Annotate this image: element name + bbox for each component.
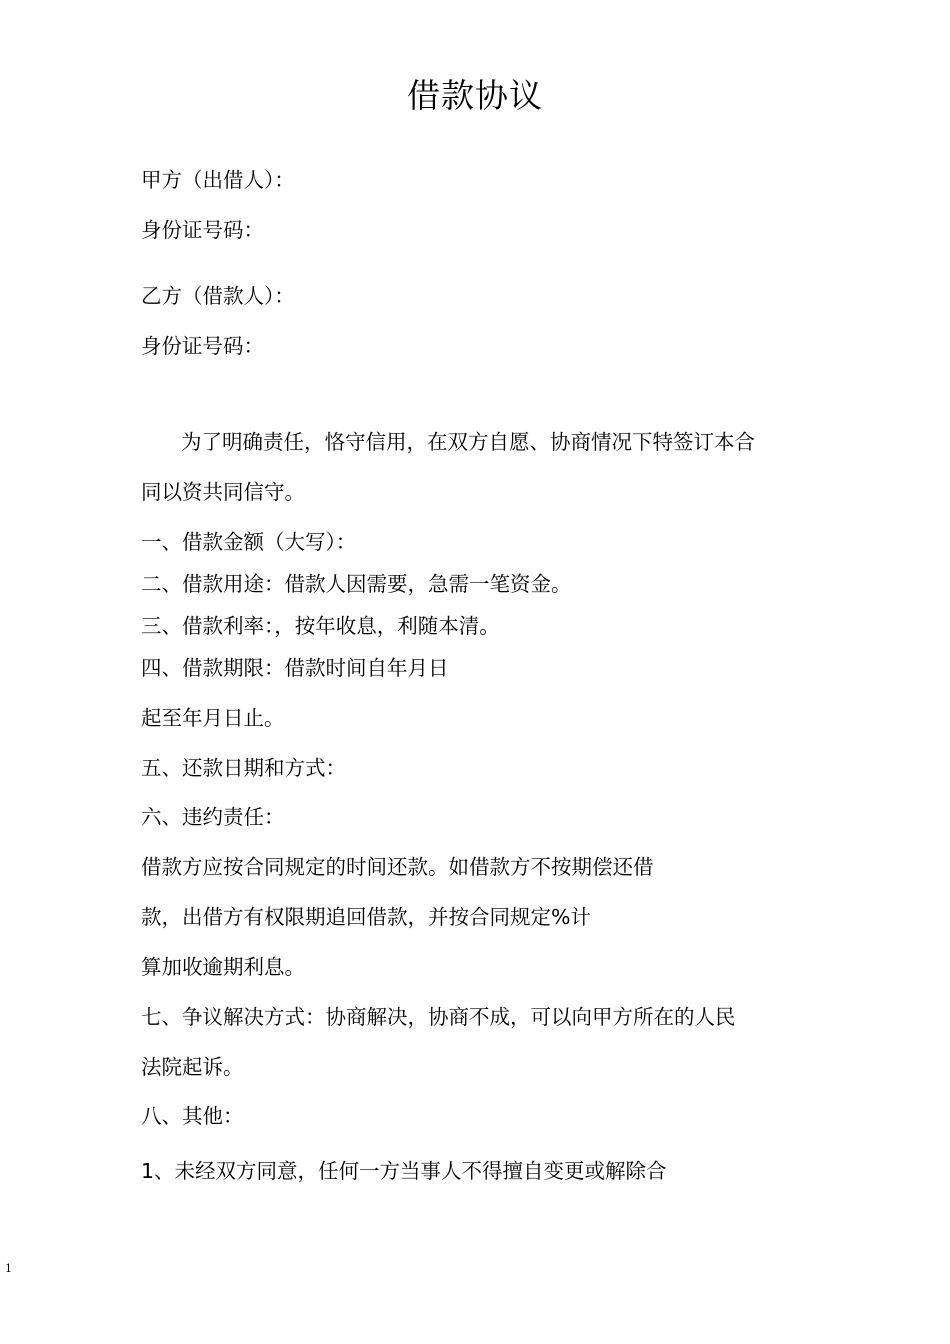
- clause-line: 三、借款利率：，按年收息，利随本清。: [141, 614, 500, 638]
- clause-line: 借款方应按合同规定的时间还款。如借款方不按期偿还借: [141, 855, 654, 879]
- party-b-id-label: 身份证号码：: [141, 334, 264, 358]
- party-b-label: 乙方（借款人）：: [141, 284, 295, 308]
- clause-line: 七、争议解决方式：协商解决，协商不成，可以向甲方所在的人民: [141, 1005, 736, 1029]
- clause-line: 一、借款金额（大写）：: [141, 530, 357, 554]
- clause-line: 二、借款用途：借款人因需要，急需一笔资金。: [141, 572, 572, 596]
- preamble-line: 为了明确责任，恪守信用，在双方自愿、协商情况下特签订本合: [181, 430, 755, 454]
- clause-line: 四、借款期限：借款时间自年月日: [141, 656, 449, 680]
- party-a-label: 甲方（出借人）：: [141, 168, 295, 192]
- document-title: 借款协议: [407, 76, 543, 115]
- clause-line: 款，出借方有权限期追回借款，并按合同规定%计: [141, 905, 591, 929]
- preamble-line: 同以资共同信守。: [141, 480, 305, 504]
- clause-line: 六、违约责任：: [141, 805, 285, 829]
- clause-line: 1、未经双方同意，任何一方当事人不得擅自变更或解除合: [141, 1159, 667, 1183]
- clause-line: 八、其他：: [141, 1104, 244, 1128]
- page-number: 1: [5, 1262, 12, 1275]
- clause-line: 五、还款日期和方式：: [141, 756, 346, 780]
- clause-line: 起至年月日止。: [141, 706, 285, 730]
- party-a-id-label: 身份证号码：: [141, 218, 264, 242]
- clause-line: 算加收逾期利息。: [141, 955, 305, 979]
- clause-line: 法院起诉。: [141, 1055, 244, 1079]
